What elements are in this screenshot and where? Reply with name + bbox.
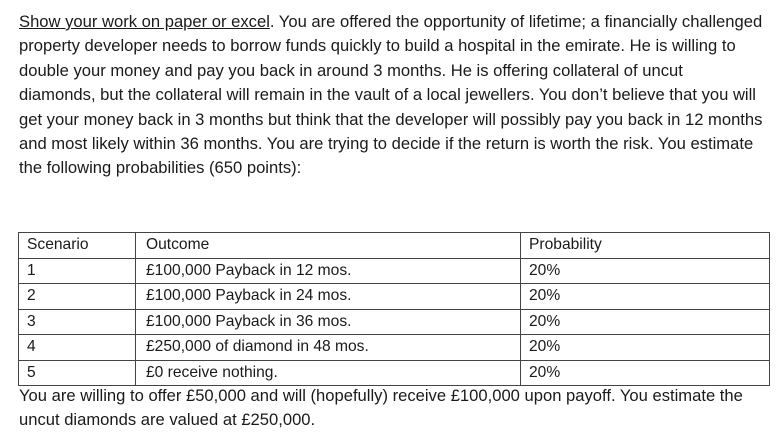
table-row bbox=[19, 360, 770, 386]
outcome-cell: £100,000 Payback in 12 mos. bbox=[136, 258, 521, 284]
probability-cell: 20% bbox=[521, 284, 770, 310]
scenario-cell: 1 bbox=[19, 258, 136, 284]
scenario-cell: 5 bbox=[19, 360, 136, 386]
probability-cell: 20% bbox=[521, 335, 770, 361]
outcome-cell: £250,000 of diamond in 48 mos. bbox=[136, 335, 521, 361]
intro-text: . You are offered the opportunity of lifetime; a financially challenged property developer needs to borrow funds quickly to build a hospital in the emirate. He is willing to double your money and pay you back in around 3 months. He is offering collateral of uncut diamonds, but the collateral will remain in the vault of a local jewellers. You don’t believe that you will get your money back in 3 months but think that the developer will possibly pay you back in 12 months and most likely within 36 months. You are trying to decide if the return is worth the risk. You estimate the following probabilities (650 points): bbox=[19, 12, 763, 178]
outro-paragraph: You are willing to offer £50,000 and will (hopefully) receive £100,000 upon payoff. You estimate the uncut diamonds are valued at £250,000. bbox=[19, 386, 743, 430]
table-row bbox=[19, 284, 770, 310]
scenario-cell: 2 bbox=[19, 284, 136, 310]
instruction-underlined: Show your work on paper or excel bbox=[19, 12, 270, 31]
header-probability: Probability bbox=[521, 233, 770, 259]
table-row bbox=[19, 309, 770, 335]
outcome-cell: £0 receive nothing. bbox=[136, 360, 521, 386]
outcome-cell: £100,000 Payback in 24 mos. bbox=[136, 284, 521, 310]
header-scenario: Scenario bbox=[19, 233, 136, 259]
table-header-row bbox=[19, 233, 770, 259]
table-row bbox=[19, 258, 770, 284]
probability-cell: 20% bbox=[521, 360, 770, 386]
probability-table bbox=[18, 232, 770, 386]
scenario-cell: 3 bbox=[19, 309, 136, 335]
outcome-cell: £100,000 Payback in 36 mos. bbox=[136, 309, 521, 335]
table-row bbox=[19, 335, 770, 361]
probability-cell: 20% bbox=[521, 309, 770, 335]
intro-paragraph bbox=[19, 10, 764, 181]
scenario-cell: 4 bbox=[19, 335, 136, 361]
header-outcome: Outcome bbox=[136, 233, 521, 259]
probability-cell: 20% bbox=[521, 258, 770, 284]
